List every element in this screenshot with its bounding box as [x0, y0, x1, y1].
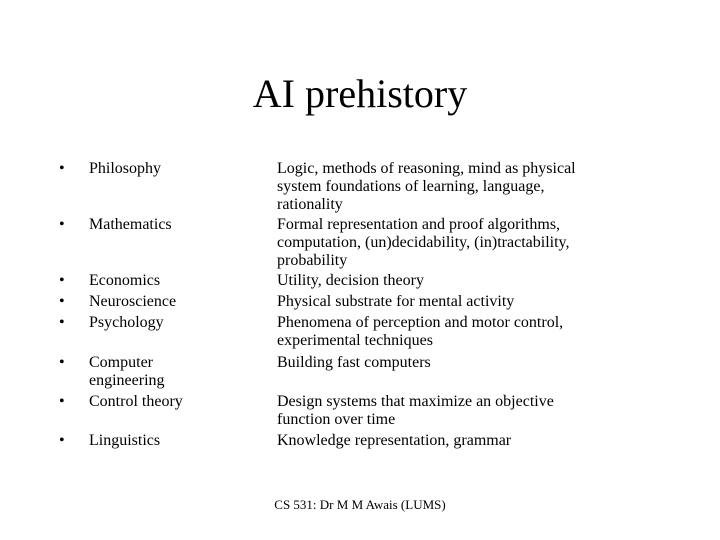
- topic-label: Computer engineering: [89, 354, 165, 389]
- topic-description: Utility, decision theory: [277, 272, 424, 289]
- bullet-icon: •: [59, 272, 65, 289]
- topic-description: Design systems that maximize an objective function over time: [277, 393, 554, 428]
- bullet-icon: •: [59, 354, 65, 371]
- topic-label: Psychology: [89, 314, 164, 331]
- slide-footer: CS 531: Dr M M Awais (LUMS): [274, 497, 446, 512]
- topic-label: Mathematics: [89, 216, 172, 233]
- bullet-icon: •: [59, 160, 65, 177]
- topic-description: Formal representation and proof algorithms, computation, (un)decidability, (in)tractability, probability: [277, 216, 570, 269]
- bullet-icon: •: [59, 216, 65, 233]
- topic-description: Knowledge representation, grammar: [277, 432, 512, 449]
- slide-title: AI prehistory: [252, 71, 468, 116]
- topic-label: Philosophy: [89, 160, 162, 177]
- topic-description: Building fast computers: [277, 354, 431, 371]
- topic-description: Logic, methods of reasoning, mind as physical system foundations of learning, language, rationality: [277, 160, 576, 213]
- topic-label: Neuroscience: [89, 293, 177, 310]
- topic-label: Control theory: [89, 393, 183, 410]
- topic-label: Linguistics: [89, 432, 161, 449]
- bullet-icon: •: [59, 314, 65, 331]
- topic-description: Physical substrate for mental activity: [277, 293, 515, 310]
- bullet-icon: •: [59, 293, 65, 310]
- topic-label: Economics: [89, 272, 161, 289]
- bullet-icon: •: [59, 393, 65, 410]
- bullet-icon: •: [59, 432, 65, 449]
- topic-description: Phenomena of perception and motor control, experimental techniques: [277, 314, 564, 349]
